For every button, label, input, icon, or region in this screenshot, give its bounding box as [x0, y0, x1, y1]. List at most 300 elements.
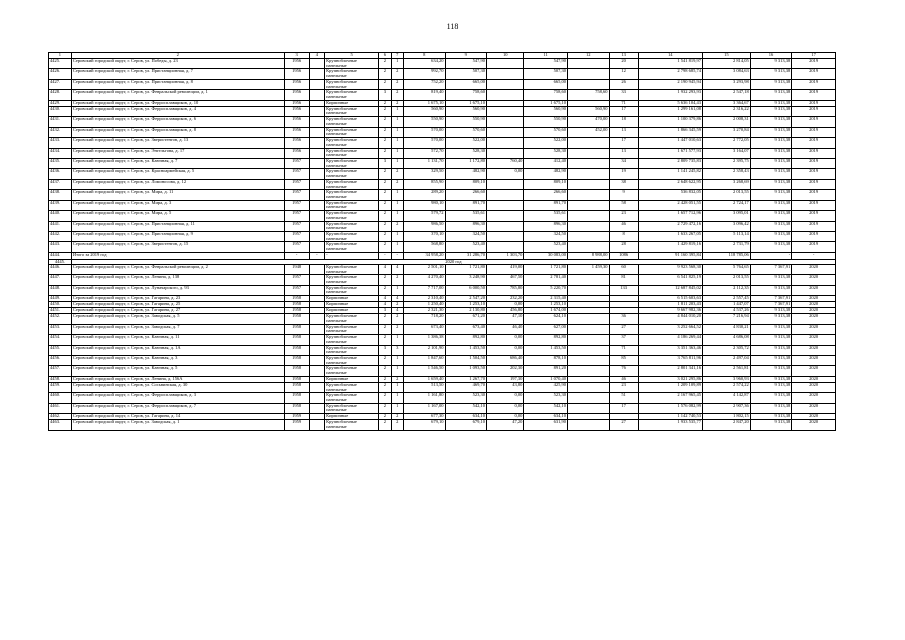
table-cell: 12 687 845,02 — [638, 285, 702, 295]
table-cell: - — [792, 252, 836, 259]
table-cell: 4439. — [49, 200, 72, 210]
table-cell: 2 — [379, 285, 391, 295]
table-cell: Крупноблочные панельные — [325, 275, 379, 285]
table-cell: 1958 — [284, 382, 309, 392]
table-cell: 2 547,18 — [702, 90, 750, 100]
table-cell: 1086 — [609, 252, 638, 259]
table-cell: 425,90 — [524, 382, 568, 392]
table-cell: 46 — [609, 221, 638, 231]
table-cell: 0,00 — [487, 393, 524, 403]
table-cell — [487, 242, 524, 252]
table-row — [49, 324, 836, 334]
table-cell: Серовский городской округ, г. Серов, ул. Февральской революции, д. 1 — [71, 90, 284, 100]
table-cell: 2 — [379, 100, 391, 106]
table-cell: 1958 — [284, 393, 309, 403]
table-cell: Крупноблочные панельные — [325, 148, 379, 158]
table-cell: 1 — [391, 117, 403, 127]
table-cell: 2 — [379, 169, 391, 179]
table-cell: 536 832,05 — [638, 190, 702, 200]
table-cell: Крупноблочные панельные — [325, 200, 379, 210]
table-cell: 2 798 685,74 — [638, 69, 702, 79]
table-cell: 4438. — [49, 190, 72, 200]
table-cell: Крупноблочные панельные — [325, 355, 379, 365]
table-cell: 1958 — [284, 324, 309, 334]
table-cell: 2 — [391, 376, 403, 382]
table-cell: 522,00 — [524, 138, 568, 148]
table-cell — [309, 69, 325, 79]
table-cell: 542,10 — [445, 403, 487, 413]
table-cell: Крупноблочные панельные — [325, 314, 379, 324]
table-cell: 892,80 — [524, 335, 568, 345]
table-cell: 9 313,38 — [750, 242, 792, 252]
table-cell: 507,30 — [524, 69, 568, 79]
table-cell: 2 013,55 — [702, 190, 750, 200]
table-cell: 2 814,05 — [702, 59, 750, 69]
table-cell: 9 313,38 — [750, 190, 792, 200]
table-cell: 1 — [391, 403, 403, 413]
table-cell: 2 — [379, 117, 391, 127]
table-cell: 2 648 622,95 — [638, 179, 702, 189]
table-cell — [568, 148, 610, 158]
table-cell — [309, 403, 325, 413]
table-cell: 60 — [609, 264, 638, 274]
table-cell — [568, 232, 610, 242]
table-cell — [309, 117, 325, 127]
table-cell: 1957 — [284, 158, 309, 168]
table-cell: 9 313,38 — [750, 100, 792, 106]
table-cell: 47,20 — [487, 420, 524, 430]
table-cell: 2020 — [792, 366, 836, 376]
table-cell: 289,20 — [404, 190, 446, 200]
table-cell: 23 — [609, 211, 638, 221]
table-cell: 568,80 — [404, 242, 446, 252]
table-cell: 1 — [391, 211, 403, 221]
table-cell: 2 731,79 — [702, 242, 750, 252]
table-cell: 1 657 712,96 — [638, 211, 702, 221]
table-row — [49, 403, 836, 413]
table-cell: 3 — [379, 90, 391, 100]
table-cell: Серовский городской округ, г. Серов, ул. Сосьвинская, д. 30 — [71, 382, 284, 392]
table-cell: 482,90 — [445, 169, 487, 179]
table-cell: 2 — [379, 420, 391, 430]
table-cell: Серовский городской округ, г. Серов, ул. Февральской революции, д. 2 — [71, 264, 284, 274]
table-cell — [309, 106, 325, 116]
table-cell: 33 — [609, 90, 638, 100]
table-cell: 634,10 — [524, 414, 568, 420]
table-cell: Серовский городской округ, г. Серов, ул. Заводская, д. 1 — [71, 420, 284, 430]
table-cell: 18 — [609, 117, 638, 127]
table-cell: 673,40 — [445, 324, 487, 334]
table-cell: Серовский городской округ, г. Серов, ул. Пристанционная, д. 9 — [71, 232, 284, 242]
table-cell: 0,00 — [487, 345, 524, 355]
table-cell: Серовский городской округ, г. Серов, ул. Мира, д. 3 — [71, 200, 284, 210]
table-cell: 1958 — [284, 335, 309, 345]
table-cell: 27 — [609, 324, 638, 334]
table-cell: 4 830,21 — [702, 324, 750, 334]
table-cell: 4441. — [49, 221, 72, 231]
table-cell: 232,20 — [487, 296, 524, 302]
table-cell: 1958 — [284, 314, 309, 324]
table-cell — [309, 393, 325, 403]
table-cell: 634,10 — [445, 414, 487, 420]
column-header: 7 — [391, 53, 403, 59]
table-cell: 2019 — [792, 242, 836, 252]
table-cell: 0,00 — [487, 414, 524, 420]
table-cell: 2020 — [792, 420, 836, 430]
table-cell: 4446. — [49, 264, 72, 274]
table-cell: 17 — [609, 138, 638, 148]
column-header: 10 — [487, 53, 524, 59]
table-cell: 1 675,10 — [524, 100, 568, 106]
table-cell: 2 574,22 — [702, 382, 750, 392]
table-cell — [568, 366, 610, 376]
table-cell: 4448. — [49, 285, 72, 295]
table-cell: 1 721,80 — [524, 264, 568, 274]
table-cell: 2020 — [792, 314, 836, 324]
table-cell: 4 186 269,44 — [638, 335, 702, 345]
table-cell: 0,00 — [487, 403, 524, 413]
table-cell — [487, 211, 524, 221]
table-cell: 452,00 — [568, 127, 610, 137]
table-row — [49, 117, 836, 127]
table-cell: 4430. — [49, 106, 72, 116]
table-cell: 2 316,22 — [702, 106, 750, 116]
table-cell: 1956 — [284, 69, 309, 79]
table-cell: 58 — [609, 200, 638, 210]
table-cell: 523,30 — [445, 393, 487, 403]
table-cell: 2020 — [792, 275, 836, 285]
table-cell: 986,50 — [404, 221, 446, 231]
table-cell: Серовский городской округ, г. Серов, ул. Победы, д. 23 — [71, 59, 284, 69]
table-cell: 1 866 345,59 — [638, 127, 702, 137]
table-cell: 547,90 — [445, 59, 487, 69]
table-cell: 28 — [609, 242, 638, 252]
table-row — [49, 106, 836, 116]
table-cell: 627,00 — [524, 324, 568, 334]
table-row — [49, 355, 836, 365]
table-cell: 2 — [379, 275, 391, 285]
table-cell: 4453. — [49, 324, 72, 334]
table-cell: 1 576 082,99 — [638, 403, 702, 413]
column-header: 9 — [445, 53, 487, 59]
table-cell: 4429. — [49, 100, 72, 106]
table-cell: 1 659,40 — [404, 376, 446, 382]
table-cell: Серовский городской округ, г. Серов, ул. Каючная, д. 7 — [71, 158, 284, 168]
table-cell: 118 785,06 — [702, 252, 750, 259]
table-cell: 2019 — [792, 221, 836, 231]
table-cell: 1 — [391, 366, 403, 376]
table-cell: 1 093,50 — [445, 366, 487, 376]
table-cell — [309, 382, 325, 392]
table-cell: 1 070,40 — [524, 376, 568, 382]
table-cell: 1 504,50 — [445, 355, 487, 365]
table-cell: 4452. — [49, 314, 72, 324]
table-cell: 507,30 — [445, 69, 487, 79]
table-cell: Серовский городской округ, г. Серов, ул. Красноармейская, д. 5 — [71, 169, 284, 179]
table-cell — [568, 403, 610, 413]
table-cell: 1 — [391, 285, 403, 295]
table-cell: 4 — [379, 264, 391, 274]
table-cell: 30 083,00 — [524, 252, 568, 259]
table-cell: 5 636 104,43 — [638, 100, 702, 106]
table-cell: 550,90 — [524, 117, 568, 127]
table-cell: Серовский городской округ, г. Серов, ул. Гагарина, д. 25 — [71, 302, 284, 308]
table-cell: 2020 — [792, 403, 836, 413]
table-cell — [568, 59, 610, 69]
table-cell: Крупноблочные панельные — [325, 324, 379, 334]
table-cell — [568, 420, 610, 430]
table-cell: 677,30 — [404, 414, 446, 420]
table-cell: - — [379, 252, 391, 259]
table-cell: 1956 — [284, 148, 309, 158]
table-cell: 9 313,38 — [750, 403, 792, 413]
table-cell: 5 764,65 — [702, 264, 750, 274]
table-row — [49, 90, 836, 100]
table-cell — [568, 275, 610, 285]
table-cell: 2 — [379, 355, 391, 365]
column-header: 12 — [568, 53, 610, 59]
table-cell: Серовский городской округ, г. Серов, ул. Каючная, д. 11 — [71, 335, 284, 345]
table-cell: 9 313,38 — [750, 90, 792, 100]
table-cell: 9 313,38 — [750, 106, 792, 116]
table-cell: 2019 — [792, 127, 836, 137]
table-cell — [309, 169, 325, 179]
table-cell: 1 671 577,93 — [638, 148, 702, 158]
table-cell: 6 000,50 — [445, 285, 487, 295]
table-row — [49, 127, 836, 137]
table-cell: 9 313,38 — [750, 200, 792, 210]
table-cell: 1 — [391, 127, 403, 137]
table-cell: 522,00 — [445, 138, 487, 148]
table-cell: 71 — [609, 100, 638, 106]
table-cell: 2019 — [792, 106, 836, 116]
table-cell: 1958 — [284, 376, 309, 382]
table-cell: 9 313,38 — [750, 127, 792, 137]
table-cell: 1 675,10 — [445, 100, 487, 106]
table-cell: 2 — [391, 100, 403, 106]
table-cell: 4442. — [49, 232, 72, 242]
table-cell: 1 303,70 — [487, 252, 524, 259]
table-cell: Серовский городской округ, г. Серов, ул. Ленина, д. 138 — [71, 275, 284, 285]
table-cell: 2 — [391, 79, 403, 89]
table-cell: 1 253,10 — [524, 302, 568, 308]
table-cell: 679,10 — [445, 420, 487, 430]
table-cell: 1 299 161,08 — [638, 106, 702, 116]
table-cell: Крупноблочные панельные — [325, 335, 379, 345]
table-cell: 809,10 — [524, 179, 568, 189]
table-cell: 9 313,38 — [750, 285, 792, 295]
table-cell: 2020 — [792, 335, 836, 345]
table-cell: 2 724,17 — [702, 200, 750, 210]
table-cell: Серовский городской округ, г. Серов, ул. Ферросплавщиков, д. 6 — [71, 117, 284, 127]
table-cell: 4 — [379, 296, 391, 302]
table-row — [49, 242, 836, 252]
table-row — [49, 190, 836, 200]
table-cell: Серовский городской округ, г. Серов, ул. Каючная, д. 3 — [71, 355, 284, 365]
table-cell: 324,50 — [445, 232, 487, 242]
table-cell: 1 142 740,53 — [638, 414, 702, 420]
table-cell: Серовский городской округ, г. Серов, ул. Энгельгова, д. 17 — [71, 148, 284, 158]
table-cell: 4435. — [49, 158, 72, 168]
table-cell: 9 313,38 — [750, 158, 792, 168]
table-cell: 896,30 — [445, 221, 487, 231]
table-cell: 4443. — [49, 242, 72, 252]
table-cell: 2 — [379, 393, 391, 403]
table-cell — [568, 242, 610, 252]
table-cell: 2020 — [792, 355, 836, 365]
table-cell: 1 386,38 — [404, 335, 446, 345]
table-cell: 8 — [609, 232, 638, 242]
table-cell: 2 — [379, 69, 391, 79]
table-cell: 9 313,38 — [750, 335, 792, 345]
table-cell: 4461. — [49, 403, 72, 413]
table-cell: Крупноблочные панельные — [325, 169, 379, 179]
table-cell: 4 686,08 — [702, 335, 750, 345]
column-header: 16 — [750, 53, 792, 59]
table-cell: 9 313,38 — [750, 420, 792, 430]
table-cell: Серовский городской округ, г. Серов, ул. Ленина, д. 156А — [71, 376, 284, 382]
table-cell: 1 161,80 — [404, 393, 446, 403]
table-cell: 2 — [379, 59, 391, 69]
table-cell: Крупноблочные панельные — [325, 90, 379, 100]
table-cell: 47,10 — [487, 314, 524, 324]
table-cell: 9 313,38 — [750, 169, 792, 179]
table-cell: 1 932 293,93 — [638, 90, 702, 100]
table-cell: 1 — [391, 242, 403, 252]
table-cell: 7 367,91 — [750, 264, 792, 274]
table-cell: 5 220,70 — [524, 285, 568, 295]
table-cell: Кирпичные — [325, 414, 379, 420]
table-cell: 1 172,80 — [445, 158, 487, 168]
table-cell: 3 268,69 — [702, 179, 750, 189]
table-cell: 1957 — [284, 221, 309, 231]
table-cell: 4450. — [49, 302, 72, 308]
table-cell: Серовский городской округ, г. Серов, ул. Ферросплавщиков, д. 3 — [71, 393, 284, 403]
table-cell: Крупноблочные панельные — [325, 106, 379, 116]
table-cell: 51 — [609, 393, 638, 403]
table-cell: 81 — [609, 275, 638, 285]
table-cell: 2 — [379, 190, 391, 200]
table-cell: 572,70 — [404, 148, 446, 158]
table-cell: 560,90 — [524, 106, 568, 116]
table-cell: 2019 — [792, 158, 836, 168]
table-cell: 2 008,31 — [702, 117, 750, 127]
table-cell — [568, 158, 610, 168]
table-cell: 3 — [391, 345, 403, 355]
table-cell: Крупноблочные панельные — [325, 393, 379, 403]
table-cell: 2 013,55 — [702, 275, 750, 285]
table-cell — [568, 221, 610, 231]
table-cell: 528,30 — [445, 148, 487, 158]
table-cell: 8 988,00 — [568, 252, 610, 259]
table-cell: 2 — [379, 179, 391, 189]
table-cell: 2 — [379, 211, 391, 221]
table-cell — [309, 275, 325, 285]
table-cell: 560,90 — [568, 106, 610, 116]
table-row — [49, 264, 836, 274]
table-cell: 4434. — [49, 148, 72, 158]
year-label: 2020 год — [71, 259, 835, 264]
table-cell: 665,00 — [445, 79, 487, 89]
table-cell: 9 313,38 — [750, 221, 792, 231]
table-cell: Крупноблочные панельные — [325, 179, 379, 189]
table-cell: 2019 — [792, 169, 836, 179]
table-cell: 1956 — [284, 79, 309, 89]
table-cell: Серовский городской округ, г. Серов, ул. Ферросплавщиков, д. 10 — [71, 100, 284, 106]
table-cell — [309, 335, 325, 345]
table-cell — [568, 324, 610, 334]
table-cell — [568, 355, 610, 365]
table-cell: 0,00 — [487, 302, 524, 308]
table-cell: 665,00 — [524, 79, 568, 89]
table-cell: 4462. — [49, 414, 72, 420]
table-cell: 26 — [609, 79, 638, 89]
table-cell: Крупноблочные панельные — [325, 138, 379, 148]
table-cell: 550,90 — [445, 117, 487, 127]
table-cell: 13 — [609, 127, 638, 137]
table-row — [49, 179, 836, 189]
table-cell: 1 633 267,05 — [638, 232, 702, 242]
table-cell: 1 167,00 — [404, 403, 446, 413]
table-cell: 992,70 — [404, 69, 446, 79]
table-cell — [487, 179, 524, 189]
table-cell: 4457. — [49, 366, 72, 376]
table-cell: 2 — [379, 200, 391, 210]
table-cell: Крупноблочные панельные — [325, 366, 379, 376]
table-cell: 9 313,38 — [750, 69, 792, 79]
table-cell: 9 313,38 — [750, 275, 792, 285]
table-cell: 2 — [391, 414, 403, 420]
table-cell: 1956 — [284, 100, 309, 106]
table-cell — [487, 69, 524, 79]
table-cell: 1 453,50 — [524, 345, 568, 355]
table-cell: 3 096,42 — [702, 221, 750, 231]
table-cell: 7 717,00 — [404, 285, 446, 295]
table-cell: 1 — [391, 382, 403, 392]
table-cell: Серовский городской округ, г. Серов, ул. Гагарина, д. 14 — [71, 414, 284, 420]
table-cell: Серовский городской округ, г. Серов, ул. Зверистенгов, д. 13 — [71, 138, 284, 148]
table-cell — [487, 138, 524, 148]
table-cell: 9 313,38 — [750, 355, 792, 365]
table-cell: 1948 — [284, 264, 309, 274]
table-cell — [487, 79, 524, 89]
table-cell: 9 667 982,36 — [638, 308, 702, 314]
table-cell: 2 — [379, 403, 391, 413]
table-cell: Крупноблочные панельные — [325, 69, 379, 79]
table-row — [49, 79, 836, 89]
table-cell: 2 — [391, 420, 403, 430]
table-cell: 4 — [379, 302, 391, 308]
table-cell: 412,40 — [524, 158, 568, 168]
table-cell: 1 802,15 — [702, 414, 750, 420]
table-cell — [309, 420, 325, 430]
table-cell: 631,90 — [524, 420, 568, 430]
table-cell: 2 729 472,16 — [638, 221, 702, 231]
table-cell: 20 — [609, 59, 638, 69]
table-cell: 27 — [609, 420, 638, 430]
table-cell: 9 313,38 — [750, 324, 792, 334]
table-cell: 4436. — [49, 169, 72, 179]
table-cell: 76 — [609, 366, 638, 376]
table-cell: 1 447 010,63 — [638, 138, 702, 148]
table-cell: 878,10 — [524, 355, 568, 365]
table-cell: 9 313,38 — [750, 59, 792, 69]
table-cell: 1 429 819,16 — [638, 242, 702, 252]
table-cell: Крупноблочные панельные — [325, 264, 379, 274]
table-cell — [309, 242, 325, 252]
table-cell: 2019 — [792, 138, 836, 148]
table-cell: 2020 — [792, 345, 836, 355]
